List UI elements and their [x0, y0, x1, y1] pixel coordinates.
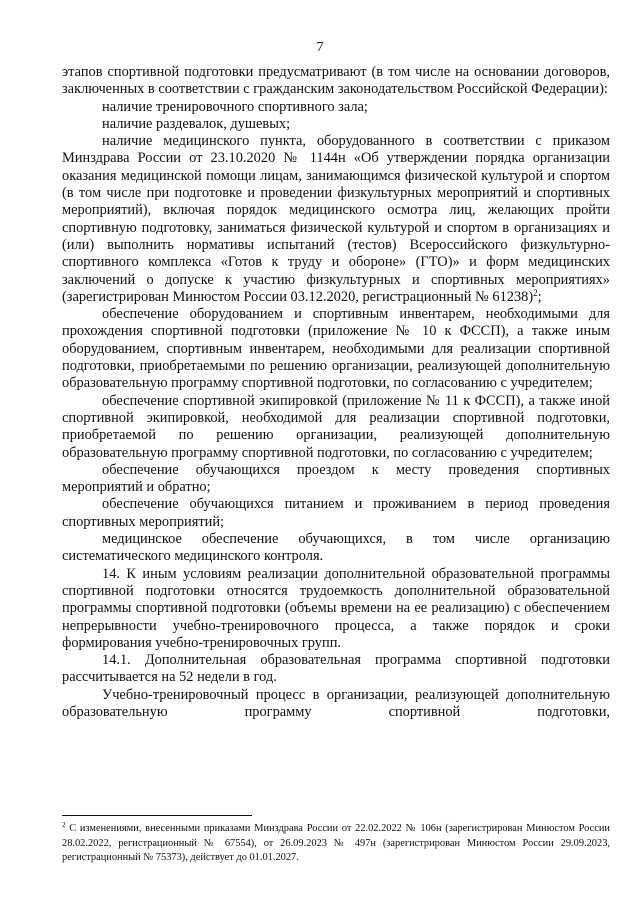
paragraph: 14.1. Дополнительная образовательная программа спортивной подготовки рассчитывается на 52 недели в год. [62, 652, 610, 686]
paragraph-text: наличие медицинского пункта, оборудованного в соответствии с приказом Минздрава России от 23.10.2020 № 1144н «Об утверждении порядка организации оказания медицинской помощи лицам, занимающимся физической культурой и спортом (в том числе при подготовке и проведении физкультурных мероприятий и спортивных мероприятий), включая порядок медицинского осмотра лиц, желающих пройти спортивную подготовку, заниматься физической культурой и спортом в организациях и (или) выполнить нормативы испытаний (тестов) Всероссийского физкультурно-спортивного комплекса «Готов к труду и обороне» (ГТО)» и форм медицинских заключений о допуске к участию физкультурных и спортивных мероприятиях» (зарегистрирован Минюстом России 03.12.2020, регистрационный № 61238) [62, 133, 610, 305]
paragraph-end-punctuation: ; [537, 288, 542, 305]
paragraph: Учебно-тренировочный процесс в организации, реализующей дополнительную образовательную программу спортивной подготовки, [62, 686, 610, 720]
paragraph: обеспечение спортивной экипировкой (приложение № 11 к ФССП), а также иной спортивной экипировкой, необходимой для реализации спортивной подготовки, приобретаемой по решению организации, реализующей дополнительную образовательную программу спортивной подготовки, по согласованию с учредителем; [62, 392, 610, 461]
paragraph-with-footnote [62, 133, 610, 306]
document-body [62, 64, 610, 721]
footnote-marker: 2 [62, 821, 66, 829]
paragraph: наличие раздевалок, душевых; [102, 115, 291, 132]
paragraph: медицинское обеспечение обучающихся, в том числе организацию систематического медицинского контроля. [62, 531, 610, 565]
paragraph: обеспечение обучающихся проездом к месту проведения спортивных мероприятий и обратно; [62, 461, 610, 496]
footnote [62, 822, 610, 866]
paragraph: 14. К иным условиям реализации дополнительной образовательной программы спортивной подготовки относятся трудоемкость дополнительной образовательной программы спортивной подготовки (объемы времени на ее реализацию) с обеспечением непрерывности учебно-тренировочного процесса, а также порядок и сроки формирования учебно-тренировочных групп. [62, 565, 610, 651]
paragraph: обеспечение обучающихся питанием и проживанием в период проведения спортивных мероприятий; [62, 496, 610, 530]
page-number: 7 [316, 40, 324, 55]
footnote-reference: 2 [533, 287, 538, 298]
paragraph: этапов спортивной подготовки предусматривают (в том числе на основании договоров, заключенных в соответствии с гражданским законодательством Российской Федерации): [62, 64, 610, 98]
paragraph: наличие тренировочного спортивного зала; [102, 98, 368, 115]
paragraph: обеспечение оборудованием и спортивным инвентарем, необходимыми для прохождения спортивной подготовки (приложение № 10 к ФССП), а также иным оборудованием, спортивным инвентарем, необходимыми для реализации спортивной подготовки, приобретаемыми по решению организации, реализующей дополнительную образовательную программу спортивной подготовки, по согласованию с учредителем; [62, 306, 610, 392]
footnote-text: С изменениями, внесенными приказами Минздрава России от 22.02.2022 № 106н (зарегистрирован Минюстом России 28.02.2022, регистрационный № 67554), от 26.09.2023 № 497н (зарегистрирован Минюстом России 29.09.2023, регистрационный № 75373), действует до 01.01.2027. [62, 823, 610, 864]
footnote-divider [62, 815, 252, 816]
